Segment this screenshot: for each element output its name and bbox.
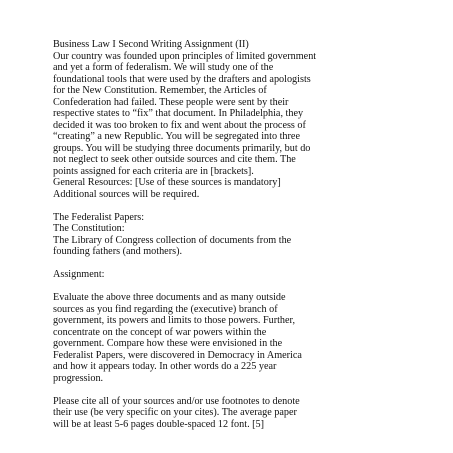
document-line: not neglect to seek other outside sources and cite them. The	[53, 154, 296, 165]
document-line: Assignment:	[53, 269, 105, 280]
document-line: Confederation had failed. These people were sent by their	[53, 96, 289, 108]
document-line: groups. You will be studying three documents primarily, but do	[53, 142, 311, 154]
blank-line	[53, 200, 453, 212]
document-line: government, its powers and limits to those powers. Further,	[53, 315, 296, 326]
document-line: General Resources: [Use of these sources is mandatory]	[53, 177, 281, 188]
blank-line	[53, 258, 453, 270]
document-line: decided it was too broken to fix and went about the process of	[53, 119, 306, 131]
document-body	[53, 39, 453, 430]
document-line: government. Compare how these were envisioned in the	[53, 338, 283, 349]
document-line: “creating” a new Republic. You will be segregated into three	[53, 131, 300, 142]
document-line: Federalist Papers, were discovered in Democracy in America	[53, 349, 302, 361]
document-line: Please cite all of your sources and/or use footnotes to denote	[53, 395, 300, 407]
document-line: will be at least 5-6 pages double-spaced 12 font. [5]	[53, 418, 265, 430]
document-line: Our country was founded upon principles of limited government	[53, 50, 317, 62]
blank-line	[53, 384, 453, 396]
document-line: foundational tools that were used by the drafters and apologists	[53, 73, 311, 85]
document-line: The Library of Congress collection of documents from the	[53, 234, 292, 246]
document-line: concentrate on the concept of war powers within the	[53, 326, 267, 338]
document-line: Additional sources will be required.	[53, 188, 200, 200]
document-line: for the New Constitution. Remember, the Articles of	[53, 85, 267, 96]
document-line: Business Law I Second Writing Assignment (II)	[53, 39, 249, 50]
document-line: and how it appears today. In other words do a 225 year	[53, 361, 277, 372]
blank-line	[53, 281, 453, 293]
document-line: points assigned for each criteria are in [brackets].	[53, 165, 254, 177]
document-line: sources as you find regarding the (executive) branch of	[53, 303, 278, 315]
document-line: progression.	[53, 372, 104, 384]
document-line: and yet a form of federalism. We will study one of the	[53, 62, 274, 73]
document-line: The Federalist Papers:	[53, 211, 145, 223]
document-line: founding fathers (and mothers).	[53, 246, 183, 257]
document-line: their use (be very specific on your cites). The average paper	[53, 407, 297, 418]
document-line: respective states to “fix” that document. In Philadelphia, they	[53, 108, 304, 119]
document-line: The Constitution:	[53, 223, 125, 234]
document-line: Evaluate the above three documents and as many outside	[53, 292, 286, 303]
